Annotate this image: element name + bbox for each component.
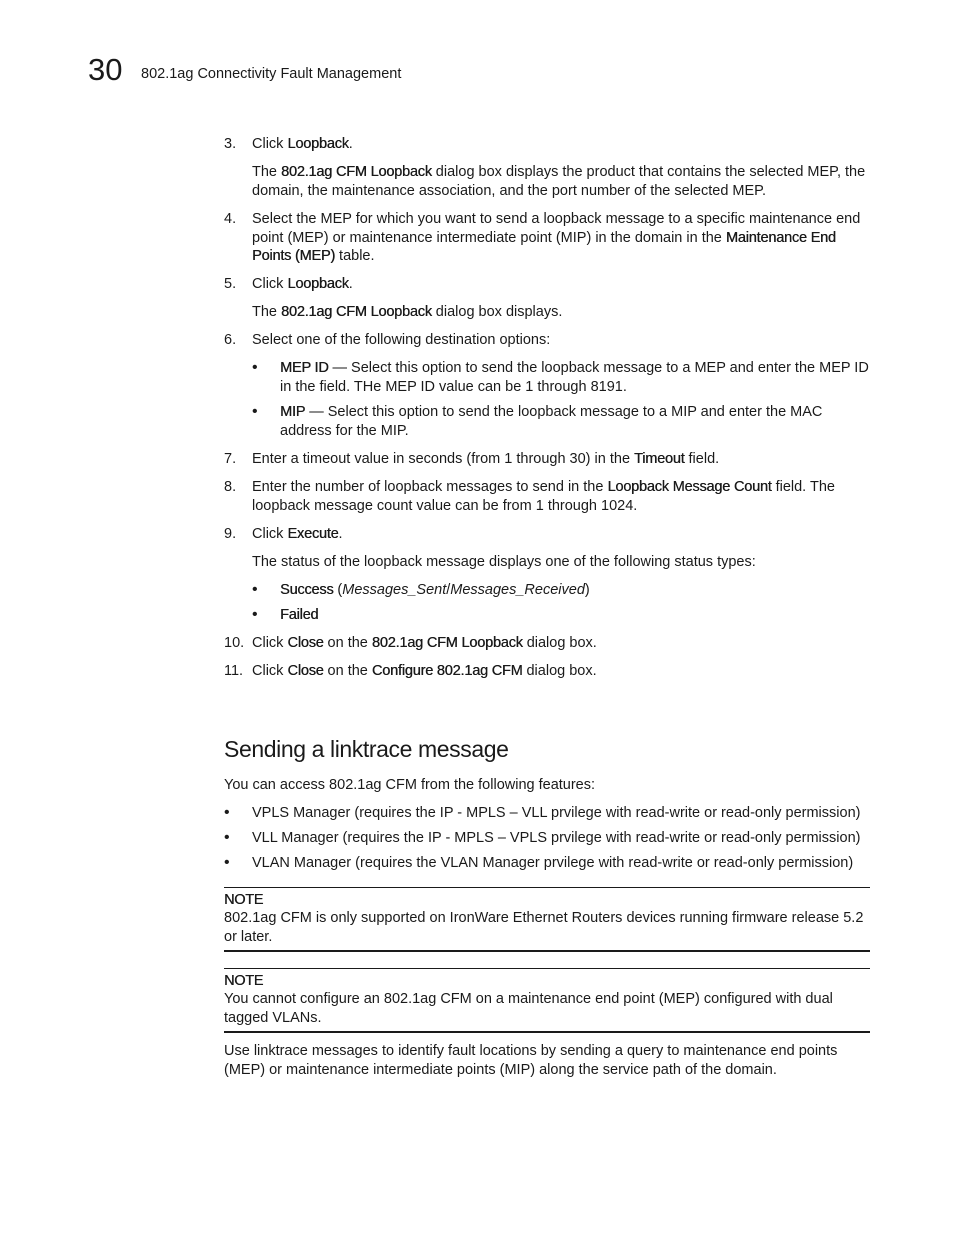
- punct: (: [333, 582, 343, 598]
- feature-text: VLAN Manager (requires the VLAN Manager prvilege with read-write or read-only permission): [252, 855, 854, 871]
- step-text: Click: [252, 276, 288, 292]
- option-mip: [252, 403, 872, 440]
- step-text: Click: [252, 526, 288, 542]
- step-text: .: [348, 136, 353, 152]
- step-5-detail: [252, 303, 872, 322]
- step-3-detail: [252, 163, 872, 200]
- step-text: Enter the number of loopback messages to send in the: [252, 479, 608, 495]
- ui-term: Close: [287, 635, 324, 651]
- note-box: [224, 968, 870, 1033]
- step-8: [224, 478, 874, 515]
- para-text: dialog box displays.: [431, 304, 563, 320]
- ui-term: MIP: [280, 404, 306, 420]
- step-text: on the: [323, 663, 372, 679]
- note-text: 802.1ag CFM is only supported on IronWare Ethernet Routers devices running firmware release 5.2 or later.: [224, 910, 864, 945]
- feature-item: [224, 829, 864, 848]
- bullet-icon: •: [224, 854, 230, 871]
- section-intro: You can access 802.1ag CFM from the following features:: [224, 777, 596, 793]
- step-6: [224, 331, 874, 350]
- step-5: [224, 275, 874, 294]
- ui-term: Loopback Message Count: [607, 479, 772, 495]
- step-number: 10.: [224, 635, 245, 651]
- step-text: table.: [335, 248, 375, 264]
- bullet-text: — Select this option to send the loopback message to a MEP and enter the MEP ID in the field. THe MEP ID value can be 1 through 8191.: [280, 360, 869, 395]
- bullet-icon: •: [252, 606, 258, 623]
- step-11: [224, 662, 874, 681]
- step-text: .: [338, 526, 343, 542]
- section-heading: Sending a linktrace message: [224, 736, 509, 762]
- step-number: 11.: [224, 663, 244, 679]
- feature-text: VPLS Manager (requires the IP - MPLS – VLL prvilege with read-write or read-only permission): [252, 805, 861, 821]
- step-text: Enter a timeout value in seconds (from 1 through 30) in the: [252, 451, 635, 467]
- para-text: dialog box displays the product that contains the selected MEP, the domain, the maintenance association, and the port number of the selected MEP.: [252, 164, 866, 199]
- note-label: NOTE: [224, 973, 264, 989]
- note-text: You cannot configure an 802.1ag CFM on a maintenance end point (MEP) configured with dual tagged VLANs.: [224, 991, 833, 1026]
- ui-term: 802.1ag CFM Loopback: [281, 304, 432, 320]
- ui-term: Failed: [280, 607, 319, 623]
- step-number: 3.: [224, 136, 237, 152]
- step-text: field.: [684, 451, 720, 467]
- step-text: Select one of the following destination options:: [252, 332, 551, 348]
- ui-term: 802.1ag CFM Loopback: [371, 635, 523, 651]
- step-number: 9.: [224, 526, 237, 542]
- ui-term: Configure 802.1ag CFM: [371, 663, 523, 679]
- step-number: 7.: [224, 451, 237, 467]
- status-failed: [252, 606, 872, 625]
- punct: /: [446, 582, 451, 598]
- bullet-icon: •: [252, 359, 258, 376]
- step-text: dialog box.: [522, 663, 597, 679]
- step-number: 4.: [224, 211, 237, 227]
- ui-term: Execute: [287, 526, 339, 542]
- variable: Messages_Received: [450, 582, 585, 598]
- step-9: [224, 525, 874, 544]
- para-text: The: [252, 304, 282, 320]
- step-number: 8.: [224, 479, 237, 495]
- step-text: Select the MEP for which you want to send a loopback message to a specific maintenance end point (MEP) or maintenance intermediate point (MIP) in the domain in the: [252, 211, 861, 246]
- step-3: [224, 135, 874, 154]
- bullet-icon: •: [224, 829, 230, 846]
- step-text: Click: [252, 663, 288, 679]
- ui-term: 802.1ag CFM Loopback: [281, 164, 432, 180]
- step-text: .: [348, 276, 353, 292]
- status-success: [252, 581, 872, 600]
- step-text: Click: [252, 635, 288, 651]
- ui-term: Timeout: [634, 451, 685, 467]
- closing-paragraph: Use linktrace messages to identify fault locations by sending a query to maintenance end points (MEP) or maintenance intermediate points (MIP) along the service path of the domain.: [224, 1043, 838, 1078]
- step-9-detail: The status of the loopback message displays one of the following status types:: [252, 554, 756, 570]
- step-4: [224, 210, 874, 266]
- step-text: Click: [252, 136, 288, 152]
- ui-term: Maintenance End Points (MEP): [252, 229, 836, 264]
- option-mep-id: [252, 359, 872, 396]
- punct: ): [584, 582, 590, 598]
- step-number: 5.: [224, 276, 237, 292]
- note-box: [224, 887, 870, 952]
- step-7: [224, 450, 874, 469]
- ui-term: Close: [287, 663, 324, 679]
- chapter-number: 30: [88, 52, 123, 87]
- ui-term: Loopback: [287, 136, 349, 152]
- bullet-icon: •: [224, 804, 230, 821]
- note-label: NOTE: [224, 892, 264, 908]
- step-text: on the: [323, 635, 372, 651]
- feature-text: VLL Manager (requires the IP - MPLS – VPLS prvilege with read-write or read-only permission): [252, 830, 861, 846]
- bullet-icon: •: [252, 581, 258, 598]
- step-10: [224, 634, 874, 653]
- chapter-title: 802.1ag Connectivity Fault Management: [141, 66, 402, 82]
- ui-term: MEP ID: [280, 360, 329, 376]
- ui-term: Success: [280, 582, 334, 598]
- step-text: dialog box.: [522, 635, 597, 651]
- bullet-icon: •: [252, 403, 258, 420]
- step-number: 6.: [224, 332, 237, 348]
- feature-item: [224, 804, 864, 823]
- step-text: field. The loopback message count value can be from 1 through 1024.: [252, 479, 835, 514]
- feature-item: [224, 854, 864, 873]
- variable: Messages_Sent: [342, 582, 447, 598]
- para-text: The: [252, 164, 282, 180]
- ui-term: Loopback: [287, 276, 349, 292]
- bullet-text: — Select this option to send the loopback message to a MIP and enter the MAC address for the MIP.: [280, 404, 823, 439]
